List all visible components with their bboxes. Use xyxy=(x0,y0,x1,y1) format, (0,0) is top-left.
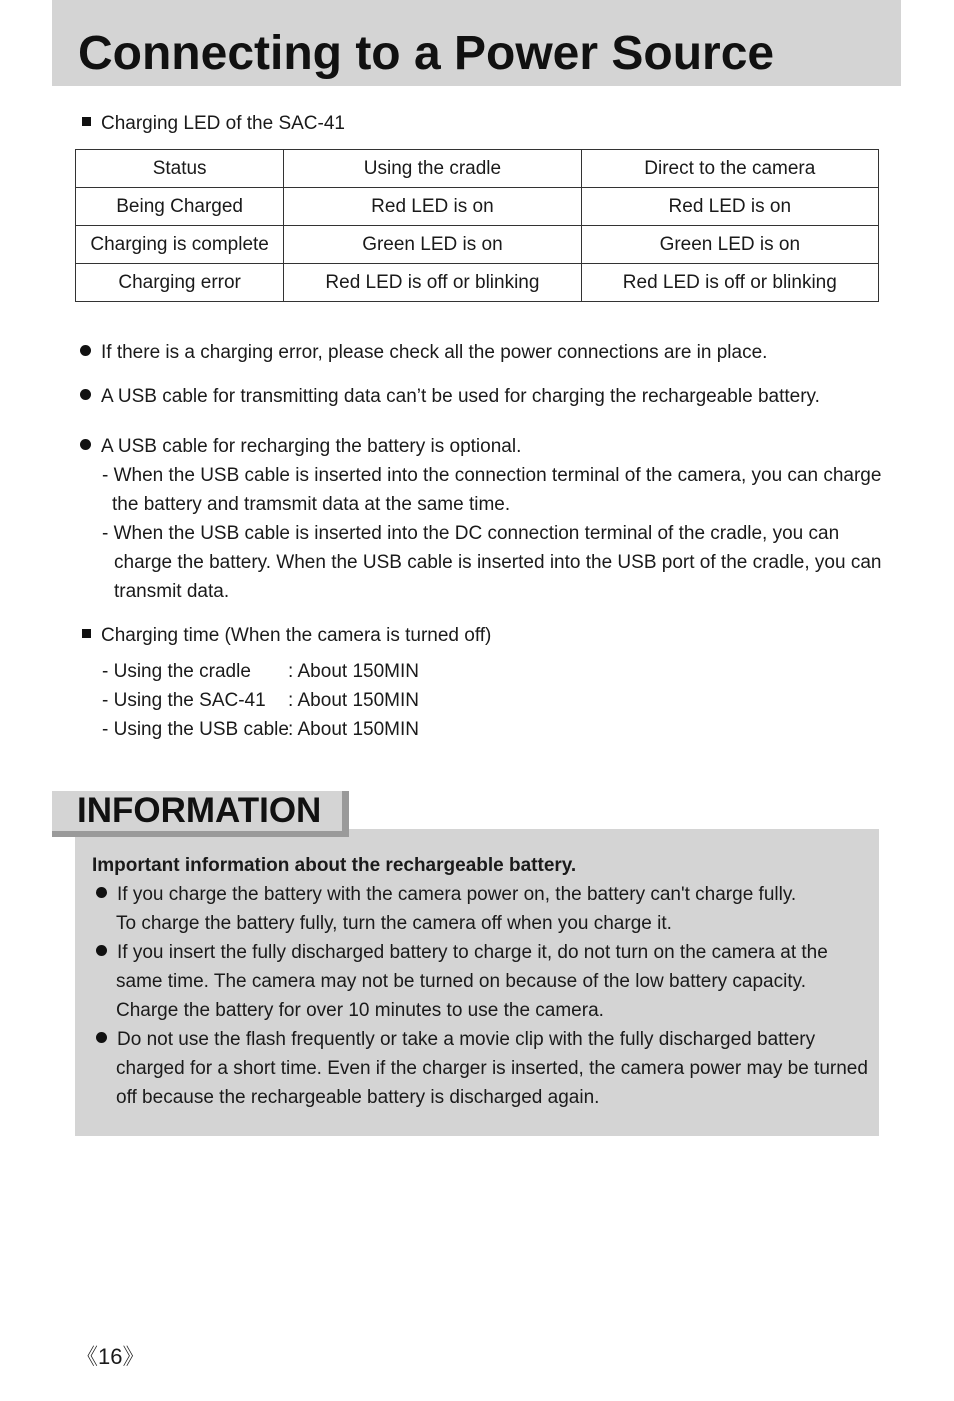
table-row xyxy=(76,264,879,302)
note-usb-data xyxy=(80,385,820,409)
information-text: off because the rechargeable battery is discharged again. xyxy=(116,1087,600,1108)
table-cell: Charging is complete xyxy=(76,226,284,264)
note-usb-optional xyxy=(80,435,521,459)
sub-note-line: - When the USB cable is inserted into the DC connection terminal of the cradle, you can xyxy=(102,523,840,544)
table-cell: Red LED is off or blinking xyxy=(284,264,581,302)
table-cell: Green LED is on xyxy=(581,226,878,264)
table-cell: Green LED is on xyxy=(284,226,581,264)
bullet-dot-icon xyxy=(80,439,91,450)
charging-led-table xyxy=(75,149,879,302)
bullet-dot-icon xyxy=(96,1032,107,1043)
information-heading: INFORMATION xyxy=(77,791,322,830)
bullet-dot-icon xyxy=(80,345,91,356)
led-section-heading-text: Charging LED of the SAC-41 xyxy=(101,113,345,134)
table-cell: Being Charged xyxy=(76,188,284,226)
information-bullet xyxy=(96,1028,815,1052)
sub-note-line: charge the battery. When the USB cable is inserted into the USB port of the cradle, you can xyxy=(114,552,882,573)
charging-time-value: : About 150MIN xyxy=(288,661,419,682)
charging-time-label: - Using the cradle xyxy=(102,661,251,682)
information-bullet xyxy=(96,883,796,907)
led-section-heading xyxy=(82,112,345,136)
table-cell: Charging error xyxy=(76,264,284,302)
charging-time-value: : About 150MIN xyxy=(288,719,419,740)
square-bullet-icon xyxy=(82,629,91,638)
page-number: 《16》 xyxy=(76,1344,145,1369)
table-cell: Red LED is on xyxy=(581,188,878,226)
charging-time-heading-text: Charging time (When the camera is turned off) xyxy=(101,625,492,646)
information-text: same time. The camera may not be turned on because of the low battery capacity. xyxy=(116,971,806,992)
table-row xyxy=(76,226,879,264)
charging-time-label: - Using the SAC-41 xyxy=(102,690,266,711)
information-bullet xyxy=(96,941,828,965)
table-row xyxy=(76,188,879,226)
sub-note-line: the battery and tramsmit data at the same time. xyxy=(112,494,511,515)
bullet-dot-icon xyxy=(96,887,107,898)
note-text: If there is a charging error, please check all the power connections are in place. xyxy=(101,342,768,363)
charging-time-label: - Using the USB cable xyxy=(102,719,289,740)
bullet-dot-icon xyxy=(96,945,107,956)
charging-time-value: : About 150MIN xyxy=(288,690,419,711)
charging-time-row xyxy=(102,689,419,713)
information-text: If you charge the battery with the camera power on, the battery can't charge fully. xyxy=(117,884,797,905)
charging-time-heading xyxy=(82,624,491,648)
page-title: Connecting to a Power Source xyxy=(78,27,775,80)
note-text: A USB cable for recharging the battery is optional. xyxy=(101,436,522,457)
table-cell: Red LED is on xyxy=(284,188,581,226)
information-text: Do not use the flash frequently or take a movie clip with the fully discharged battery xyxy=(117,1029,816,1050)
information-text: If you insert the fully discharged battery to charge it, do not turn on the camera at the xyxy=(117,942,828,963)
information-text: Charge the battery for over 10 minutes to use the camera. xyxy=(116,1000,604,1021)
charging-time-row xyxy=(102,718,419,742)
table-header-row xyxy=(76,150,879,188)
bullet-dot-icon xyxy=(80,389,91,400)
note-text: A USB cable for transmitting data can’t be used for charging the rechargeable battery. xyxy=(101,386,820,407)
sub-note-line: - When the USB cable is inserted into the connection terminal of the camera, you can charge xyxy=(102,465,882,486)
table-cell: Red LED is off or blinking xyxy=(581,264,878,302)
information-tab-face xyxy=(52,791,342,831)
information-text: charged for a short time. Even if the charger is inserted, the camera power may be turned xyxy=(116,1058,868,1079)
information-tab xyxy=(52,791,349,837)
information-text: To charge the battery fully, turn the camera off when you charge it. xyxy=(116,913,672,934)
sub-note-line: transmit data. xyxy=(114,581,230,602)
square-bullet-icon xyxy=(82,117,91,126)
information-box xyxy=(75,829,879,1136)
table-header-cell: Direct to the camera xyxy=(581,150,878,188)
note-charging-error xyxy=(80,341,767,365)
table-header-cell: Status xyxy=(76,150,284,188)
title-bar xyxy=(52,0,901,86)
charging-time-row xyxy=(102,660,419,684)
information-title: Important information about the rechargeable battery. xyxy=(92,855,577,876)
table-header-cell: Using the cradle xyxy=(284,150,581,188)
